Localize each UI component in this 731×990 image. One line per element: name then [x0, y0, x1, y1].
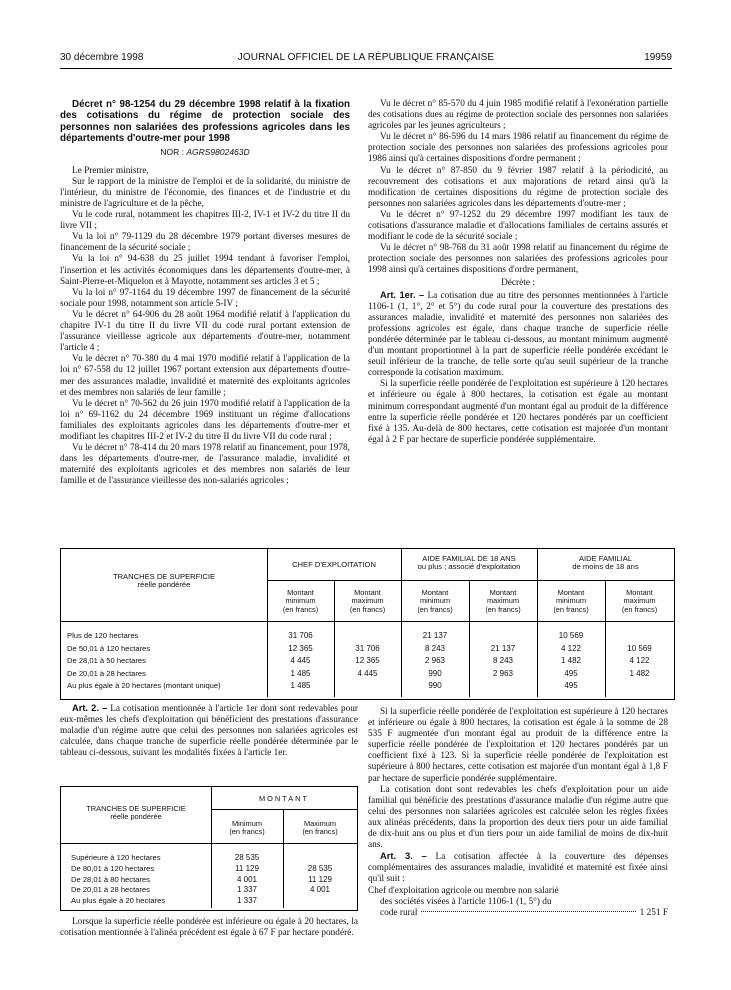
- table-header-montant: [211, 795, 357, 803]
- running-header: [60, 52, 672, 66]
- header-subtext: ou plus ; associé d'exploitation: [417, 562, 521, 572]
- table-row-label: De 28,01 à 80 hectares: [71, 874, 150, 884]
- column-header: [605, 589, 674, 614]
- header-text: CHEF D'EXPLOITATION: [292, 560, 376, 569]
- column-header: [267, 589, 334, 614]
- col-header-line: (en francs): [349, 604, 386, 614]
- header-text: AIDE FAMILIAL: [578, 554, 633, 563]
- header-rule: [60, 68, 672, 69]
- table-cell: 28 535: [234, 853, 260, 862]
- table-cell: 4 445: [290, 656, 311, 665]
- nor-reference: [60, 147, 350, 158]
- header-text: TRANCHES DE SUPERFICIE: [112, 572, 216, 581]
- preamble-paragraph: Le Premier ministre,: [72, 165, 149, 176]
- col-header-line: Montant: [287, 588, 314, 597]
- table-cell: 21 137: [422, 631, 448, 640]
- column-header: [537, 589, 605, 614]
- article-1-paragraph: [368, 290, 668, 380]
- table-divider: [267, 580, 674, 581]
- preamble-paragraph: Vu le décret n° 78-414 du 20 mars 1978 relatif au financement, pour 1978, dans les départements d'outre-mer, de l'assurance maladie, invalidité et maternité des exploitants agricoles et des membres non salariés de leur famille et de l'assurance vieillesse des non-salariés agricoles ;: [60, 443, 350, 487]
- table-row-label: Au plus égale à 20 hectares: [71, 896, 166, 906]
- column-header: [401, 589, 469, 614]
- col-header-line: maximum: [351, 596, 384, 606]
- col-header-line: (en francs): [553, 604, 589, 614]
- article-2-label: Art. 2. –: [72, 703, 108, 713]
- table-cell: 8 243: [492, 656, 514, 665]
- issue-date: 30 décembre 1998: [60, 52, 144, 63]
- table-header-tranches: [61, 805, 211, 822]
- right-column-bottom: [368, 707, 668, 919]
- preamble-paragraph: Vu le décret n° 64-906 du 28 août 1964 modifié relatif à l'application du chapitre IV-1 du titre II du livre VII du code rural portant extension de l'assurance vieillesse agricole aux départements d'outre-mer, notamment l'article 4 ;: [60, 309, 350, 354]
- article-1-text: La cotisation due au titre des personnes mentionnées à l'article 1106-1 (1, 1°, 2° et 5°) du code rural pour la couverture des prestations des assurances maladie, invalidité et maternité des personnes non salariées des professions agricoles est égale, dans chaque tranche de superficie réelle pondérée déterminée par le tableau ci-dessous, au montant minimum augmenté d'un montant proportionnel à la part de superficie réelle pondérée excédant le seuil inférieur de la tranche, de telle sorte qu'au seuil supérieur de la tranche corresponde la cotisation maximum.: [368, 290, 668, 379]
- table-cell: 12 365: [288, 643, 313, 653]
- col-header-line: minimum: [285, 596, 316, 606]
- table-cell: 495: [564, 681, 578, 690]
- col-header-line: (en francs): [229, 827, 265, 837]
- col-header-line: minimum: [556, 596, 586, 606]
- col-header-line: maximum: [623, 596, 656, 606]
- article-2-text: La cotisation mentionnée à l'article 1er dont sont redevables pour eux-mêmes les chefs d'exploitation qui bénéficient des prestations d'assurance maladie d'un régime autre que celui des personnes non salariées agricoles est calculée, dans chaque tranche de superficie réelle pondérée déterminée par le tableau ci-dessous, suivant les modalités fixées à l'article 1er.: [60, 704, 359, 759]
- right-column-top: [368, 99, 668, 446]
- table-cell: 10 569: [558, 631, 584, 640]
- col-header-line: Minimum: [232, 819, 262, 828]
- table-cell: 4 001: [236, 874, 258, 884]
- preamble-paragraph: Vu le décret n° 85-570 du 4 juin 1985 modifié relatif à l'exonération partielle des cotisations dues au régime de protection sociale des personnes non salariées agricoles par les jeunes agriculteurs ;: [368, 99, 668, 132]
- article-2-paragraph-4: La cotisation dont sont redevables les chefs d'exploitation pour un aide familial qui bénéficie des prestations d'assurance maladie d'un régime autre que celui des personnes non salariées agricoles est calculée selon les règles fixées aux alinéas précédents, dans la proportion des deux tiers pour un aide familial de dix-huit ans ou plus et d'un tiers pour un aide familial de moins de dix-huit ans.: [368, 784, 668, 851]
- table-cell: 990: [428, 668, 442, 678]
- contribution-table: [60, 548, 675, 700]
- nor-label: NOR :: [160, 146, 184, 157]
- table-row-label: De 20,01 à 28 hectares: [67, 668, 146, 678]
- article-3-paragraph: [368, 851, 668, 885]
- table-cell: 11 129: [308, 874, 332, 884]
- col-header-line: Montant: [354, 588, 381, 597]
- col-header-line: Maximum: [303, 819, 337, 828]
- table-cell: 1 482: [560, 656, 582, 665]
- table-row-label: De 28,01 à 50 hectares: [67, 656, 146, 665]
- table-cell: 8 243: [424, 643, 446, 653]
- column-header: [211, 820, 283, 837]
- header-subtext: de moins de 18 ans: [572, 562, 639, 572]
- page-number: 19959: [644, 52, 672, 63]
- table-header-tranches: [61, 573, 267, 590]
- other-regime-table: [60, 786, 358, 911]
- table-cell: 4 445: [357, 668, 378, 678]
- preamble-paragraph: Vu le décret n° 87-850 du 9 février 1987 relatif à la périodicité, au recouvrement des cotisations et aux majorations de retard ainsi qu'à la modification de certaines dispositions du régime de protection sociale des personnes non salariées agricoles dans les départements d'outre-mer ;: [368, 165, 668, 209]
- column-header: [334, 589, 401, 614]
- col-header-line: minimum: [420, 596, 450, 606]
- col-header-line: Montant: [421, 588, 449, 597]
- table-cell: 1 485: [290, 668, 311, 678]
- header-subtext: réelle pondérée: [110, 812, 162, 822]
- table-cell: 1 337: [236, 885, 258, 895]
- column-header: [283, 820, 357, 837]
- header-text: MONTANT: [259, 794, 309, 803]
- table-divider: [61, 843, 357, 844]
- table-cell: 11 129: [235, 863, 259, 873]
- preamble-paragraph: Vu le décret n° 70-562 du 26 juin 1970 modifié relatif à l'application de la loi n° 69-1162 du 24 décembre 1969 instituant un régime d'allocations familiales des exploitants agricoles dans les départements d'outre-mer et modifiant les chapitres III-2 et IV-2 du titre II du livre VII du code rural ;: [60, 398, 350, 442]
- preamble-paragraph: Vu la loi n° 94-638 du 25 juillet 1994 tendant à favoriser l'emploi, l'insertion et les activités économiques dans les départements d'outre-mer, à Saint-Pierre-et-Miquelon et à Mayotte, notamment ses articles 3 et 5 ;: [60, 254, 350, 287]
- table-cell: 1 337: [236, 896, 258, 906]
- table-divider: [211, 809, 357, 810]
- table-cell: 4 001: [309, 885, 331, 895]
- col-header-line: (en francs): [302, 827, 338, 837]
- article-1-paragraph-2: Si la superficie réelle pondérée de l'exploitation est supérieure à 120 hectares et inférieure ou égale à 800 hectares, la cotisation est égale au montant minimum correspondant augmenté d'un montant égal au produit de la différence entre la superficie réelle pondérée et 120 hectares pondérés par un coefficient fixé à 135. Au-delà de 800 hectares, cette cotisation est majorée d'un montant égal à 2 F par hectare de superficie pondérée supplémentaire.: [368, 379, 668, 445]
- table-row-label: Plus de 120 hectares: [67, 631, 139, 640]
- journal-title: JOURNAL OFFICIEL DE LA RÉPUBLIQUE FRANÇAISE: [237, 52, 495, 63]
- table-cell: 495: [564, 668, 578, 678]
- article-2-paragraph-2: Lorsque la superficie réelle pondérée est inférieure ou égale à 20 hectares, la cotisation mentionnée à l'alinéa précédent est égale à 67 F par hectare pondéré.: [60, 917, 358, 939]
- article-3-line: des sociétés visées à l'article 1106-1 (1, 5°) du: [380, 896, 552, 907]
- preamble-paragraph: Vu la loi n° 97-1164 du 19 décembre 1997 de financement de la sécurité sociale pour 1998, notamment son article 5-IV ;: [60, 287, 350, 309]
- table-cell: 2 963: [424, 656, 446, 665]
- table-cell: 1 482: [629, 668, 650, 678]
- column-header: [469, 589, 537, 614]
- table-cell: 4 122: [560, 643, 582, 653]
- table-row-label: Au plus égale à 20 hectares (montant unique): [67, 681, 221, 690]
- table-row-label: De 50,01 à 120 hectares: [67, 643, 151, 653]
- table-row-label: Supérieure à 120 hectares: [71, 853, 161, 862]
- preamble-paragraph: Vu le décret n° 97-1252 du 29 décembre 1997 modifiant les taux de cotisations d'assurance maladie et d'allocations familiales de certains assurés et modifiant le code de la sécurité sociale ;: [368, 209, 668, 243]
- article-3-amount-line: [368, 908, 668, 919]
- left-column-bottom: [60, 703, 358, 759]
- table-row-label: De 20,01 à 28 hectares: [71, 885, 150, 895]
- col-header-line: (en francs): [417, 604, 453, 614]
- dot-leader: [421, 911, 635, 912]
- table-cell: 31 706: [288, 631, 313, 640]
- decree-title: Décret n° 98-1254 du 29 décembre 1998 relatif à la fixation des cotisations du régime de protection sociale des personnes non salariées des professions agricoles dans les départements d'outre-mer pour 1998: [60, 99, 350, 145]
- header-text: AIDE FAMILIAL DE 18 ANS: [422, 554, 516, 563]
- article-2-paragraph-3: Si la superficie réelle pondérée de l'exploitation est supérieure à 120 hectares et inférieure ou égale à 800 hectares, la cotisation est égale à la somme de 28 535 F augmentée d'un montant égal au produit de la différence entre la superficie réelle pondérée de l'exploitation et 120 hectares pondérés par un coefficient fixé à 123. Si la superficie réelle pondérée de l'exploitation est supérieure à 800 hectares, cette cotisation est majorée d'un montant égal à 1,8 F par hectare de superficie pondérée supplémentaire.: [368, 707, 668, 784]
- left-column-top: [60, 99, 350, 487]
- preamble-paragraph: Vu le décret n° 70-380 du 4 mai 1970 modifié relatif à l'application de la loi n° 67-558 du 12 juillet 1967 portant extension aux départements d'outre-mer des assurances maladie, invalidité et maternité des exploitants agricoles et des membres non salariés de leur famille ;: [60, 354, 350, 398]
- decrete-heading: Décrète :: [501, 277, 535, 288]
- col-header-line: (en francs): [282, 604, 319, 614]
- table-cell: 1 485: [290, 681, 311, 690]
- table-row-label: De 80,01 à 120 hectares: [71, 863, 155, 873]
- table-cell: 31 706: [355, 643, 380, 653]
- table-cell: 990: [428, 681, 442, 690]
- left-column-tail: [60, 917, 358, 939]
- preamble-paragraph: Sur le rapport de la ministre de l'emploi et de la solidarité, du ministre de l'intérieur, du ministre de l'économie, des finances et de l'industrie et du ministre de l'agriculture et de la pêche,: [60, 176, 350, 209]
- article-3-label: Art. 3. –: [380, 851, 427, 862]
- table-cell: 12 365: [355, 656, 380, 665]
- header-text: TRANCHES DE SUPERFICIE: [86, 804, 186, 813]
- preamble-paragraph: Vu le code rural, notamment les chapitres III-2, IV-1 et IV-2 du titre II du livre VII ;: [60, 210, 350, 232]
- col-header-line: maximum: [486, 596, 520, 606]
- table-cell: 2 963: [492, 668, 514, 678]
- table-header-chef: [267, 561, 401, 569]
- article-3-text: La cotisation affectée à la couverture des dépenses complémentaires des assurances maladie, invalidité et maternité est fixée ainsi qu'il suit :: [368, 852, 669, 885]
- col-header-line: Montant: [489, 588, 517, 597]
- preamble-paragraph: Vu le décret n° 98-768 du 31 août 1998 relatif au financement du régime de protection sociale des personnes non salariées des professions agricoles pour 1998 ainsi qu'à certaines dispositions d'ordre permanent,: [368, 243, 668, 276]
- table-cell: 28 535: [307, 863, 333, 873]
- article-3-amount: 1 251 F: [639, 907, 668, 918]
- article-2-paragraph: [60, 703, 358, 759]
- table-cell: 10 569: [627, 643, 652, 653]
- table-header-aide-moins-18: [537, 555, 674, 572]
- table-header-aide-18-plus: [401, 555, 537, 572]
- preamble-paragraph: Vu le décret n° 86-596 du 14 mars 1986 relatif au financement du régime de protection sociale des personnes non salariées des professions agricoles pour 1986 ainsi qu'à certaines dispositions d'ordre permanent ;: [368, 132, 668, 165]
- table-divider: [61, 621, 674, 622]
- col-header-line: (en francs): [621, 604, 658, 614]
- table-cell: 4 122: [629, 656, 650, 665]
- article-3-line: Chef d'exploitation agricole ou membre non salarié: [368, 885, 559, 896]
- article-1-label: Art. 1er. –: [380, 289, 425, 300]
- preamble-paragraph: Vu la loi n° 79-1129 du 28 décembre 1979 portant diverses mesures de financement de la sécurité sociale ;: [60, 232, 350, 254]
- col-header-line: (en francs): [485, 604, 521, 614]
- col-header-line: Montant: [557, 588, 585, 597]
- header-subtext: réelle pondérée: [137, 580, 191, 590]
- nor-code: AGRS9802463D: [186, 146, 250, 157]
- col-header-line: Montant: [626, 588, 653, 597]
- article-3-line: code rural: [380, 907, 418, 918]
- table-cell: 21 137: [490, 643, 516, 653]
